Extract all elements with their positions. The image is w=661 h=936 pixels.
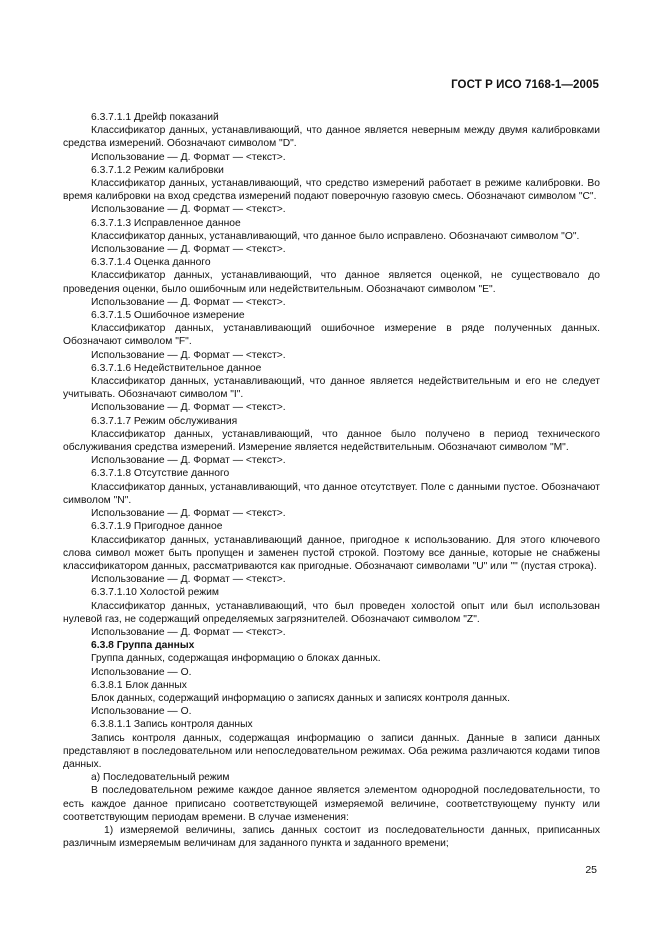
section-heading: 6.3.8 Группа данных bbox=[91, 640, 195, 652]
usage-line: Использование — Д. Формат — <текст>. bbox=[91, 455, 286, 467]
paragraph: Классификатор данных, устанавливающий, что данное является оценкой, не существовало до проведения оценки, было ошибочным или недействительным. Обозначают символом "E". bbox=[63, 270, 600, 295]
paragraph: В последовательном режиме каждое данное является элементом однородной последовательности, то есть каждое данное приписано соответствующей измеряемой величине, соответствующему пункту или соответствующим периодам времени. В случае изменения: bbox=[63, 785, 600, 823]
usage-line: Использование — Д. Формат — <текст>. bbox=[91, 508, 286, 520]
clause-heading: 6.3.7.1.8 Отсутствие данного bbox=[91, 468, 230, 480]
clause-heading: 6.3.7.1.9 Пригодное данное bbox=[91, 521, 223, 533]
usage-line: Использование — Д. Формат — <текст>. bbox=[91, 574, 286, 586]
usage-line: Использование — О. bbox=[91, 666, 192, 678]
clause-heading: 6.3.7.1.7 Режим обслуживания bbox=[91, 415, 238, 427]
paragraph: Блок данных, содержащий информацию о записях данных и записях контроля данных. bbox=[91, 692, 510, 704]
paragraph: Классификатор данных, устанавливающий, что средство измерений работает в режиме калибровки. Во время калибровки на вход средства измерений подают поверочную газовую смесь. Обозначают символом "C". bbox=[63, 178, 600, 203]
paragraph: Классификатор данных, устанавливающий, что данное является недействительным и его не следует учитывать. Обозначают символом "I". bbox=[63, 376, 600, 401]
clause-heading: 6.3.7.1.5 Ошибочное измерение bbox=[91, 310, 245, 322]
clause-heading: 6.3.7.1.4 Оценка данного bbox=[91, 257, 211, 269]
clause-heading: 6.3.7.1.6 Недействительное данное bbox=[91, 362, 262, 374]
usage-line: Использование — Д. Формат — <текст>. bbox=[91, 244, 286, 256]
clause-heading: 6.3.8.1.1 Запись контроля данных bbox=[91, 719, 253, 731]
list-item: 1) измеряемой величины, запись данных состоит из последовательности данных, приписанных различным измеряемым величинам для заданного пункта и заданного времени; bbox=[63, 824, 600, 850]
clause-heading: 6.3.8.1 Блок данных bbox=[91, 679, 187, 691]
usage-line: Использование — Д. Формат — <текст>. bbox=[91, 151, 286, 163]
standard-code-header: ГОСТ Р ИСО 7168-1—2005 bbox=[451, 79, 599, 91]
paragraph: Классификатор данных, устанавливающий, что данное было исправлено. Обозначают символом "O". bbox=[91, 230, 580, 242]
paragraph: Группа данных, содержащая информацию о блоках данных. bbox=[91, 653, 381, 665]
paragraph: Классификатор данных, устанавливающий, что был проведен холостой опыт или был использован нулевой газ, не содержащий определяемых загрязнителей. Обозначают символом "Z". bbox=[63, 600, 600, 625]
clause-heading: 6.3.7.1.10 Холостой режим bbox=[91, 587, 219, 599]
paragraph: Классификатор данных, устанавливающий, что данное было получено в период технического обслуживания средства измерений. Измерение является недействительным. Обозначают символом "M". bbox=[63, 428, 600, 454]
clause-heading: 6.3.7.1.2 Режим калибровки bbox=[91, 164, 224, 176]
usage-line: Использование — Д. Формат — <текст>. bbox=[91, 402, 286, 414]
clause-heading: 6.3.7.1.3 Исправленное данное bbox=[91, 217, 241, 229]
usage-line: Использование — Д. Формат — <текст>. bbox=[91, 626, 286, 638]
paragraph: Запись контроля данных, содержащая информацию о записи данных. Данные в записи данных представляют в последовательном или непоследовательном режимах. Оба режима различаются кодами типов данных. bbox=[63, 732, 600, 770]
paragraph: Классификатор данных, устанавливающий, что данное является неверным между двумя калибровками средства измерений. Обозначают символом "D". bbox=[63, 125, 600, 150]
paragraph: Классификатор данных, устанавливающий, что данное отсутствует. Поле с данными пустое. Обозначают символом "N". bbox=[63, 481, 600, 506]
usage-line: Использование — Д. Формат — <текст>. bbox=[91, 204, 286, 216]
list-heading: а) Последовательный режим bbox=[91, 772, 230, 784]
clause-heading: 6.3.7.1.1 Дрейф показаний bbox=[91, 112, 219, 123]
paragraph: Классификатор данных, устанавливающий данное, пригодное к использованию. Для этого ключевого слова символ может быть пропущен и заменен пустой строкой. Поэтому все данные, которые не снабжены классификатором данных, рассматриваются как пригодные. Обозначают символами "U" или "" (пустая строка). bbox=[63, 534, 600, 572]
paragraph: Классификатор данных, устанавливающий ошибочное измерение в ряде полученных данных. Обозначают символом "F". bbox=[63, 323, 600, 348]
usage-line: Использование — Д. Формат — <текст>. bbox=[91, 349, 286, 361]
body-text bbox=[63, 111, 600, 850]
usage-line: Использование — Д. Формат — <текст>. bbox=[91, 296, 286, 308]
page-number: 25 bbox=[585, 864, 597, 876]
usage-line: Использование — О. bbox=[91, 706, 192, 718]
